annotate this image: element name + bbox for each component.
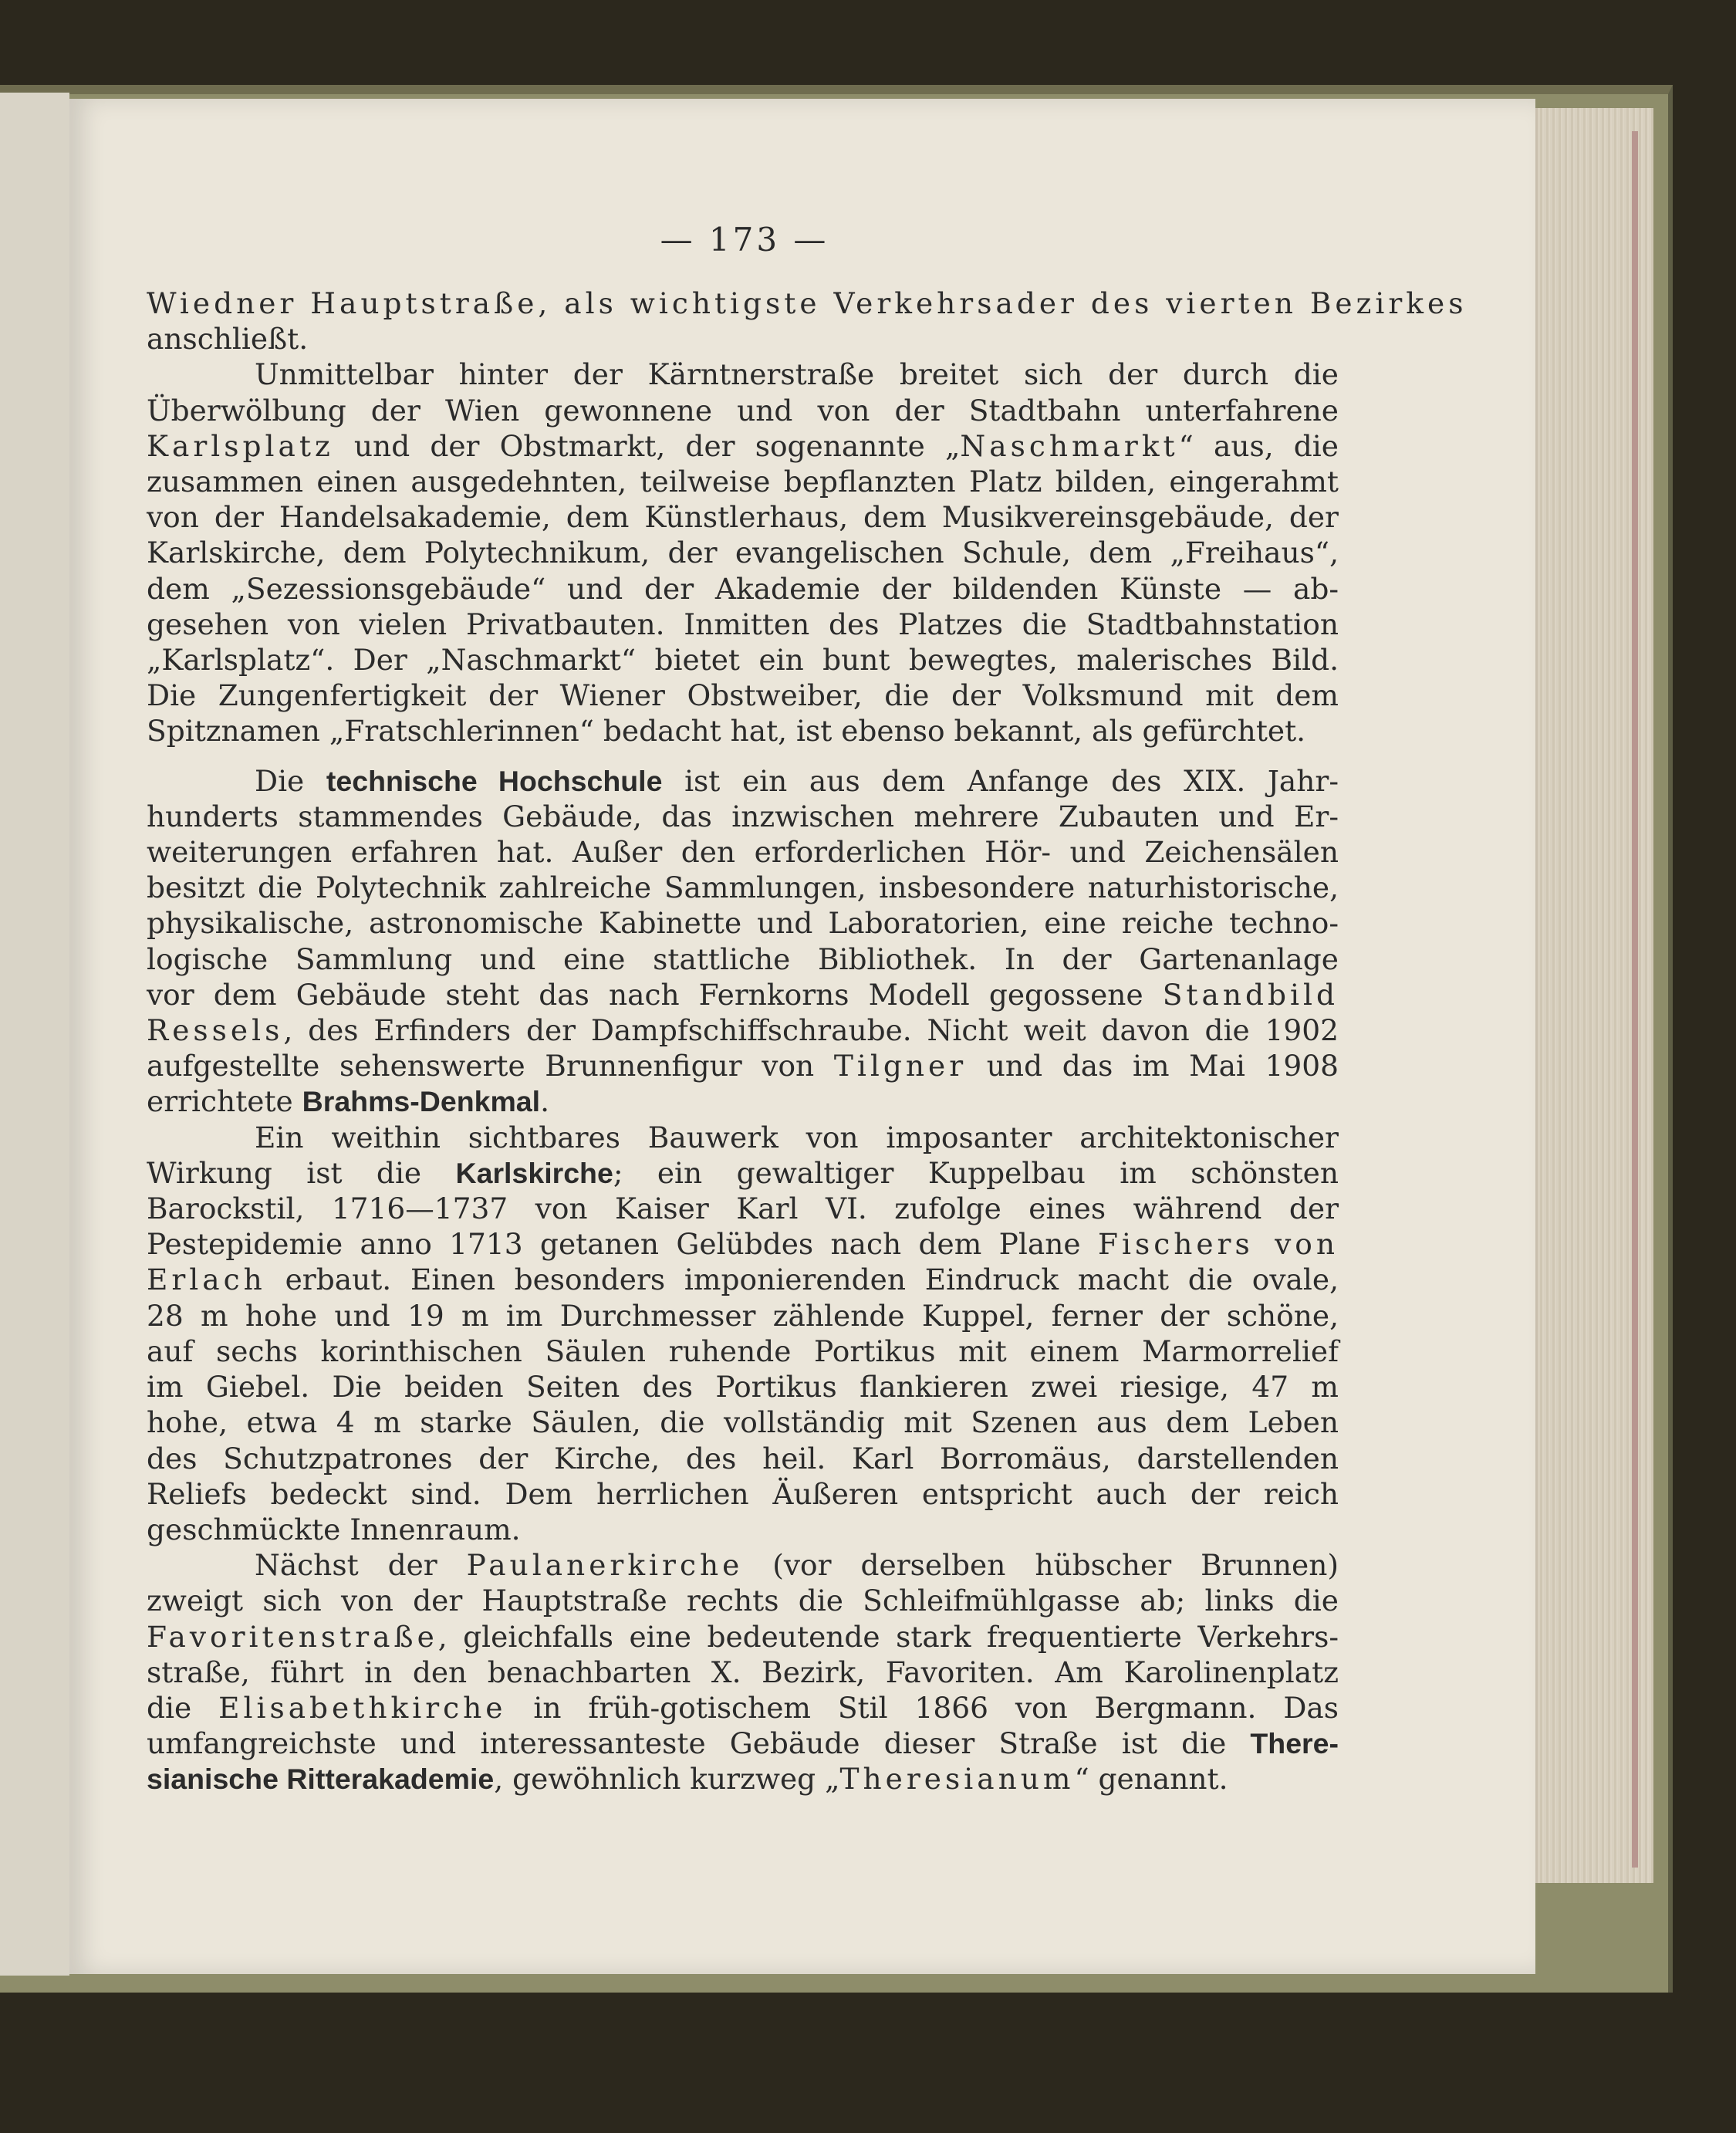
page-edge-stripe — [1632, 131, 1638, 1868]
text-line — [147, 607, 1339, 642]
text-line — [147, 1583, 1339, 1618]
text-line — [147, 1369, 1339, 1405]
text-line — [147, 1226, 1339, 1262]
spaced-term: Elisabethkirche — [218, 1690, 507, 1725]
text-line — [147, 1191, 1339, 1226]
text-line — [147, 1761, 1339, 1797]
text-line — [147, 941, 1339, 977]
text-line — [147, 1547, 1339, 1583]
text-line — [147, 571, 1339, 607]
bold-term: There- — [1250, 1727, 1339, 1760]
text-line — [147, 905, 1339, 941]
bold-term: sianische Ritterakademie — [147, 1763, 495, 1796]
line-text: Die Zungenfertigkeit der Wiener Obstweiber, die der Volksmund mit dem — [147, 678, 1339, 713]
line-text: dem „Sezessionsgebäude“ und der Akademie der bildenden Künste — ab- — [147, 571, 1339, 606]
spaced-term: Standbild — [1162, 977, 1339, 1012]
line-text: und das im Mai 1908 — [967, 1049, 1339, 1083]
text-line — [147, 1619, 1339, 1655]
spaced-term: Theresianum — [839, 1762, 1075, 1797]
paragraph-gap — [147, 749, 1339, 763]
spaced-term: Paulanerkirche — [466, 1548, 744, 1583]
spaced-term: Ressels — [147, 1013, 284, 1048]
text-line — [147, 1083, 1339, 1119]
text-line — [147, 678, 1339, 713]
text-line — [147, 535, 1339, 570]
spaced-term: Naschmarkt — [960, 428, 1179, 463]
text-line — [147, 1262, 1339, 1297]
text-line — [147, 321, 1339, 357]
text-line — [147, 1476, 1339, 1512]
line-text: “ genannt. — [1074, 1762, 1228, 1797]
line-text: auf sechs korinthischen Säulen ruhende Portikus mit einem Marmorrelief — [147, 1334, 1339, 1368]
text-line — [147, 1155, 1339, 1191]
text-line — [147, 763, 1339, 799]
line-text: Ein weithin sichtbares Bauwerk von imposanter architektonischer — [255, 1120, 1339, 1154]
line-text: erbaut. Einen besonders imponierenden Eindruck macht die ovale, — [265, 1263, 1339, 1297]
line-text: Spitznamen „Fratschlerinnen“ bedacht hat, ist ebenso bekannt, als gefürchtet. — [147, 714, 1306, 749]
line-text: Wirkung ist die — [147, 1155, 456, 1190]
line-text: , gleichfalls eine bedeutende stark frequentierte Verkehrs- — [437, 1619, 1339, 1654]
line-text: in früh-gotischem Stil 1866 von Bergmann. Das — [506, 1690, 1339, 1725]
line-text: besitzt die Polytechnik zahlreiche Sammlungen, insbesondere naturhistorische, — [147, 870, 1339, 905]
line-text: weiterungen erfahren hat. Außer den erforderlichen Hör- und Zeichensälen — [147, 835, 1339, 870]
line-text: “ aus, die — [1178, 428, 1339, 463]
line-text: Unmittelbar hinter der Kärntnerstraße breitet sich der durch die — [255, 357, 1339, 392]
line-text: aufgestellte sehenswerte Brunnenfigur von — [147, 1049, 834, 1083]
line-text: physikalische, astronomische Kabinette und Laboratorien, eine reiche techno- — [147, 906, 1339, 941]
line-text: hunderts stammendes Gebäude, das inzwischen mehrere Zubauten und Er- — [147, 799, 1339, 833]
line-text: ist ein aus dem Anfange des XIX. Jahr- — [662, 763, 1339, 798]
line-text: ; ein gewaltiger Kuppelbau im schönsten — [613, 1155, 1339, 1190]
line-text: Barockstil, 1716—1737 von Kaiser Karl VI. zufolge eines während der — [147, 1192, 1339, 1226]
line-text: Pestepidemie anno 1713 getanen Gelübdes nach dem Plane — [147, 1227, 1098, 1262]
text-line — [147, 1334, 1339, 1369]
text-line — [147, 1012, 1339, 1048]
line-text: geschmückte Innenraum. — [147, 1512, 521, 1547]
text-line — [147, 870, 1339, 905]
text-line — [147, 1120, 1339, 1155]
bold-term: Brahms-Denkmal — [302, 1085, 541, 1118]
spaced-term: Tilgner — [833, 1049, 968, 1083]
text-line — [147, 393, 1339, 428]
line-text: Die — [255, 763, 326, 798]
spaced-term: Favoritenstraße — [147, 1619, 438, 1654]
line-text: des Schutzpatrones der Kirche, des heil. Karl Borromäus, darstellenden — [147, 1441, 1339, 1476]
line-text: im Giebel. Die beiden Seiten des Portikus flankieren zwei riesige, 47 m — [147, 1370, 1339, 1405]
line-text: 28 m hohe und 19 m im Durchmesser zählende Kuppel, ferner der schöne, — [147, 1298, 1339, 1333]
line-text: Reliefs bedeckt sind. Dem herrlichen Äußeren entspricht auch der reich — [147, 1476, 1339, 1511]
text-line — [147, 977, 1339, 1012]
text-line — [147, 1690, 1339, 1726]
line-text: logische Sammlung und eine stattliche Bibliothek. In der Gartenanlage — [147, 941, 1339, 976]
line-text: von der Handelsakademie, dem Künstlerhaus, dem Musikvereinsgebäude, der — [147, 500, 1339, 535]
text-line — [147, 428, 1339, 464]
line-text: Wiedner Hauptstraße, als wichtigste Verkehrsader des vierten Bezirkes — [147, 286, 1467, 320]
text-line — [147, 1298, 1339, 1334]
line-text: straße, führt in den benachbarten X. Bezirk, Favoriten. Am Karolinenplatz — [147, 1655, 1339, 1689]
text-line — [147, 286, 1467, 321]
text-line — [147, 799, 1339, 834]
line-text: hohe, etwa 4 m starke Säulen, die vollständig mit Szenen aus dem Leben — [147, 1405, 1339, 1440]
text-line — [147, 1726, 1339, 1761]
spaced-term: Fischers von — [1097, 1227, 1339, 1262]
text-line — [147, 642, 1339, 678]
line-text: „Karlsplatz“. Der „Naschmarkt“ bietet ein bunt bewegtes, malerisches Bild. — [147, 643, 1339, 678]
text-line — [147, 1048, 1339, 1083]
text-line — [147, 1512, 1339, 1547]
line-text: . — [540, 1084, 550, 1119]
line-text: Nächst der — [255, 1548, 467, 1583]
bold-term: Karlskirche — [455, 1156, 613, 1189]
line-text: umfangreichste und interessanteste Gebäude dieser Straße ist die — [147, 1726, 1251, 1761]
line-text: Karlskirche, dem Polytechnikum, der evangelischen Schule, dem „Freihaus“, — [147, 536, 1339, 570]
text-line — [147, 499, 1339, 535]
spaced-term: Karlsplatz — [147, 428, 334, 463]
line-text: anschließt. — [147, 322, 309, 357]
spaced-term: Erlach — [147, 1263, 266, 1297]
page-number: — 173 — — [660, 221, 829, 259]
line-text: errichtete — [147, 1084, 302, 1119]
text-line — [147, 1655, 1339, 1690]
text-line — [147, 464, 1339, 499]
line-text: (vor derselben hübscher Brunnen) — [743, 1548, 1339, 1583]
text-line — [147, 1405, 1339, 1440]
text-line — [147, 357, 1339, 392]
left-page-margin — [0, 93, 69, 1976]
line-text: und der Obstmarkt, der sogenannte „ — [333, 428, 961, 463]
line-text: zusammen einen ausgedehnten, teilweise bepflanzten Platz bilden, eingerahmt — [147, 465, 1339, 499]
line-text: die — [147, 1690, 219, 1725]
line-text: zweigt sich von der Hauptstraße rechts die Schleifmühlgasse ab; links die — [147, 1584, 1339, 1618]
line-text: , gewöhnlich kurzweg „ — [494, 1762, 840, 1797]
text-line — [147, 1441, 1339, 1476]
line-text: vor dem Gebäude steht das nach Fernkorns Modell gegossene — [147, 977, 1163, 1012]
line-text: Überwölbung der Wien gewonnene und von der Stadtbahn unterfahrene — [147, 393, 1339, 428]
page-body — [147, 286, 1467, 1797]
text-line — [147, 713, 1339, 749]
bold-term: technische Hochschule — [326, 764, 663, 797]
text-line — [147, 834, 1339, 870]
line-text: , des Erfinders der Dampfschiffschraube. Nicht weit davon die 1902 — [283, 1013, 1339, 1048]
line-text: gesehen von vielen Privatbauten. Inmitten des Platzes die Stadtbahnstation — [147, 607, 1339, 641]
